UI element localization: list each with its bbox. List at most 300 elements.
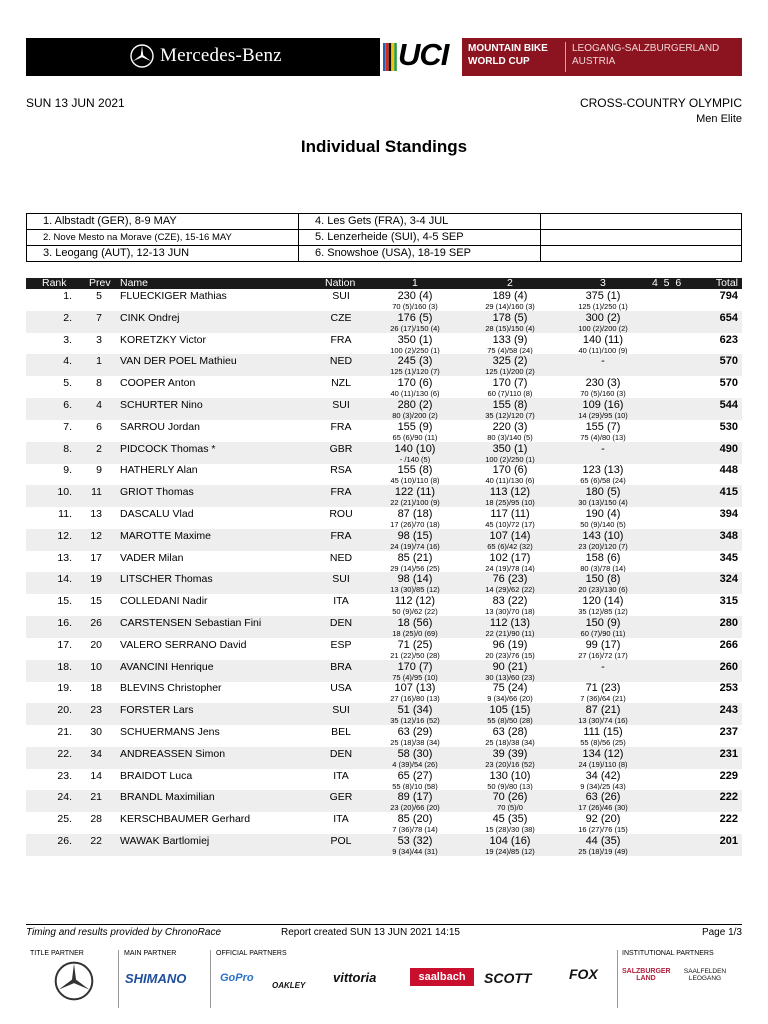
rider-name: COOPER Anton xyxy=(120,377,196,390)
round3-points: 190 (4) xyxy=(585,508,621,520)
round3-breakdown: 23 (20)/120 (7) xyxy=(578,541,628,551)
round1-breakdown: 25 (18)/38 (34) xyxy=(390,738,440,747)
round2-breakdown: 40 (11)/130 (6) xyxy=(485,476,535,486)
total-points: 222 xyxy=(719,813,738,826)
rank-cell: 22. xyxy=(57,747,72,760)
table-row xyxy=(26,616,742,638)
prev-rank-cell: 18 xyxy=(90,682,102,695)
total-points: 345 xyxy=(719,551,738,564)
fox-logo: FOX xyxy=(569,966,598,982)
round1-points: 155 (8) xyxy=(397,464,433,477)
prev-rank-cell: 17 xyxy=(90,551,102,564)
round1-points: 58 (30) xyxy=(397,747,433,760)
total-points: 237 xyxy=(719,726,738,738)
total-points: 448 xyxy=(719,464,738,477)
rank-cell: 15. xyxy=(57,595,72,608)
shimano-logo: SHIMANO xyxy=(125,971,187,986)
mercedes-star-icon xyxy=(130,44,154,68)
rank-cell: 7. xyxy=(63,420,72,433)
table-row xyxy=(26,812,742,834)
round1-points: 63 (29) xyxy=(397,726,433,738)
round1-breakdown: 17 (26)/70 (18) xyxy=(390,520,440,529)
uci-rainbow-stripes xyxy=(383,43,397,71)
event-date: SUN 13 JUN 2021 xyxy=(26,96,125,110)
round1-breakdown: 55 (8)/10 (58) xyxy=(392,781,438,791)
total-points: 253 xyxy=(719,682,738,695)
round2-points: 70 (26) xyxy=(492,791,528,804)
round2-breakdown: 22 (21)/90 (11) xyxy=(485,629,535,638)
prev-rank-cell: 7 xyxy=(96,311,102,324)
round-cell xyxy=(541,230,742,246)
round1-points: 51 (34) xyxy=(397,704,433,717)
prev-rank-cell: 19 xyxy=(90,573,102,586)
round1-points: 245 (3) xyxy=(397,355,433,368)
table-row xyxy=(26,594,742,616)
round-cell: 6. Snowshoe (USA), 18-19 SEP xyxy=(299,246,541,262)
nation-code: CZE xyxy=(330,311,352,324)
round3-points: 109 (16) xyxy=(582,399,624,411)
round3-breakdown: 13 (30)/74 (16) xyxy=(578,716,628,726)
rank-cell: 8. xyxy=(63,442,72,455)
round2-points: 170 (7) xyxy=(492,377,528,390)
nation-code: ITA xyxy=(333,769,349,782)
round1-points: 230 (4) xyxy=(397,290,433,302)
nation-code: ROU xyxy=(329,508,353,520)
saalbach-logo: saalbach xyxy=(410,968,474,986)
round2-points: 83 (22) xyxy=(492,595,528,608)
nation-code: DEN xyxy=(329,617,353,629)
round1-breakdown: - /140 (5) xyxy=(399,454,431,464)
partner-divider xyxy=(617,950,618,1008)
rank-cell: 21. xyxy=(57,726,72,738)
rider-name: SARROU Jordan xyxy=(120,420,200,433)
round3-breakdown: 24 (19)/110 (8) xyxy=(578,759,628,769)
nation-code: ITA xyxy=(333,595,349,608)
rank-cell: 14. xyxy=(57,573,72,586)
round1-breakdown: 18 (25)/0 (69) xyxy=(392,629,438,638)
round-cell xyxy=(541,246,742,262)
rider-name: KERSCHBAUMER Gerhard xyxy=(120,813,251,826)
round3-breakdown: 65 (6)/58 (24) xyxy=(580,476,626,486)
venue-line1: LEOGANG-SALZBURGERLAND xyxy=(572,43,720,54)
total-points: 266 xyxy=(719,638,738,651)
round3-points: 87 (21) xyxy=(585,704,621,717)
col-rank: Rank xyxy=(42,277,67,289)
round1-points: 65 (27) xyxy=(397,769,433,782)
rider-name: BLEVINS Christopher xyxy=(120,682,222,695)
round2-breakdown: 25 (18)/38 (34) xyxy=(485,738,535,747)
rounds-table xyxy=(26,213,742,262)
rider-name: GRIOT Thomas xyxy=(120,486,194,499)
col-total: Total xyxy=(715,277,738,289)
col-name: Name xyxy=(120,277,149,289)
round1-breakdown: 125 (1)/120 (7) xyxy=(390,367,440,377)
rank-cell: 25. xyxy=(57,813,72,826)
round2-breakdown: 100 (2)/250 (1) xyxy=(485,454,535,464)
round2-breakdown: 60 (7)/110 (8) xyxy=(487,389,533,399)
round2-breakdown: 18 (25)/95 (10) xyxy=(485,498,535,508)
round3-breakdown: 40 (11)/100 (9) xyxy=(578,345,628,355)
round1-points: 98 (14) xyxy=(397,573,433,586)
round1-points: 85 (21) xyxy=(397,551,433,564)
round2-breakdown: 30 (13)/60 (23) xyxy=(485,672,535,682)
table-row xyxy=(26,681,742,703)
round1-breakdown: 9 (34)/44 (31) xyxy=(392,847,438,856)
col-rounds-456: 4 5 6 xyxy=(652,277,682,289)
round2-breakdown: 23 (20)/16 (52) xyxy=(485,759,535,769)
round1-breakdown: 29 (14)/56 (25) xyxy=(390,563,440,573)
total-points: 222 xyxy=(719,791,738,804)
nation-code: GBR xyxy=(329,442,353,455)
salzburgerland-logo: SALZBURGER LAND xyxy=(622,968,671,982)
rider-name: PIDCOCK Thomas * xyxy=(120,442,216,455)
gopro-logo: GoPro xyxy=(220,972,254,984)
table-row xyxy=(26,442,742,464)
round1-breakdown: 75 (4)/95 (10) xyxy=(392,672,438,682)
prev-rank-cell: 26 xyxy=(90,617,102,629)
round-cell: 5. Lenzerheide (SUI), 4-5 SEP xyxy=(299,230,541,246)
prev-rank-cell: 3 xyxy=(96,333,102,346)
total-points: 415 xyxy=(719,486,738,499)
table-row xyxy=(26,769,742,791)
table-row xyxy=(26,289,742,311)
round1-points: 53 (32) xyxy=(397,835,433,847)
round3-breakdown: 125 (1)/250 (1) xyxy=(578,302,628,311)
nation-code: SUI xyxy=(332,573,350,586)
prev-rank-cell: 12 xyxy=(90,529,102,542)
page-title: Individual Standings xyxy=(300,137,468,156)
oakley-logo: OAKLEY xyxy=(272,981,306,990)
standings-header xyxy=(26,278,742,289)
total-points: 490 xyxy=(719,442,738,455)
prev-rank-cell: 13 xyxy=(90,508,102,520)
round2-points: 220 (3) xyxy=(492,420,528,433)
nation-code: BRA xyxy=(330,660,352,673)
round3-points: 140 (11) xyxy=(582,333,624,346)
rider-name: KORETZKY Victor xyxy=(120,333,206,346)
prev-rank-cell: 20 xyxy=(90,638,102,651)
round1-points: 18 (56) xyxy=(397,617,433,629)
nation-code: RSA xyxy=(330,464,352,477)
rounds-row xyxy=(27,230,742,246)
total-points: 260 xyxy=(719,660,738,673)
uci-logo-text: UCI xyxy=(398,37,449,72)
round2-breakdown: 45 (10)/72 (17) xyxy=(485,520,535,529)
round-cell: 3. Leogang (AUT), 12-13 JUN xyxy=(27,246,299,262)
table-row xyxy=(26,333,742,355)
prev-rank-cell: 10 xyxy=(90,660,102,673)
vittoria-logo: vittoria xyxy=(333,970,377,985)
round2-breakdown: 24 (19)/78 (14) xyxy=(485,563,535,573)
table-row xyxy=(26,660,742,682)
round3-points: 123 (13) xyxy=(582,464,624,477)
table-row xyxy=(26,354,742,376)
round2-points: 325 (2) xyxy=(492,355,528,368)
round2-breakdown: 13 (30)/70 (18) xyxy=(485,607,535,617)
prev-rank-cell: 34 xyxy=(90,747,102,760)
rank-cell: 26. xyxy=(57,835,72,847)
prev-rank-cell: 22 xyxy=(90,835,102,847)
round3-breakdown: 27 (16)/72 (17) xyxy=(578,650,628,660)
round3-points: 99 (17) xyxy=(585,638,621,651)
round2-breakdown: 50 (9)/80 (13) xyxy=(487,781,533,791)
rider-name: WAWAK Bartlomiej xyxy=(120,835,210,847)
rank-cell: 20. xyxy=(57,704,72,717)
round3-points: 134 (12) xyxy=(582,747,624,760)
total-points: 394 xyxy=(719,508,738,520)
prev-rank-cell: 9 xyxy=(96,464,102,477)
round3-breakdown: 7 (36)/64 (21) xyxy=(580,694,626,704)
round2-points: 170 (6) xyxy=(492,464,528,477)
round-cell: 2. Nove Mesto na Morave (CZE), 15-16 MAY xyxy=(27,230,299,246)
rider-name: HATHERLY Alan xyxy=(120,464,198,477)
saalfelden-leogang-logo: SAALFELDEN LEOGANG xyxy=(683,968,727,982)
round2-breakdown: 80 (3)/140 (5) xyxy=(487,432,533,442)
round3-points: 111 (15) xyxy=(583,726,623,738)
round1-breakdown: 7 (36)/78 (14) xyxy=(392,825,438,835)
round1-points: 87 (18) xyxy=(397,508,433,520)
round2-points: 105 (15) xyxy=(489,704,531,717)
table-row xyxy=(26,507,742,529)
round1-breakdown: 13 (30)/85 (12) xyxy=(390,585,440,595)
table-row xyxy=(26,725,742,747)
nation-code: BEL xyxy=(331,726,351,738)
rider-name: LITSCHER Thomas xyxy=(120,573,213,586)
rank-cell: 5. xyxy=(63,377,72,390)
mercedes-star-icon xyxy=(54,961,94,1001)
table-row xyxy=(26,420,742,442)
round1-points: 122 (11) xyxy=(394,486,436,499)
total-points: 280 xyxy=(719,617,738,629)
round3-breakdown: 100 (2)/200 (2) xyxy=(578,323,628,333)
report-created: Report created SUN 13 JUN 2021 14:15 xyxy=(281,927,460,938)
col-round2: 2 xyxy=(507,277,513,289)
world-cup-line1: MOUNTAIN BIKE xyxy=(468,43,548,54)
round2-breakdown: 29 (14)/160 (3) xyxy=(485,302,535,311)
rider-name: VAN DER POEL Mathieu xyxy=(120,355,237,368)
round3-points: 71 (23) xyxy=(585,682,621,695)
prev-rank-cell: 6 xyxy=(96,420,102,433)
rider-name: FLUECKIGER Mathias xyxy=(120,290,227,302)
total-points: 324 xyxy=(719,573,738,586)
rider-name: VALERO SERRANO David xyxy=(120,638,247,651)
round3-breakdown: 50 (9)/140 (5) xyxy=(580,520,626,529)
round3-points: 158 (6) xyxy=(585,551,621,564)
round1-breakdown: 22 (21)/100 (9) xyxy=(390,498,440,508)
total-points: 623 xyxy=(719,333,738,346)
round3-breakdown: 55 (8)/56 (25) xyxy=(580,738,626,747)
rider-name: FORSTER Lars xyxy=(120,704,194,717)
table-row xyxy=(26,463,742,485)
nation-code: SUI xyxy=(332,290,350,302)
table-row xyxy=(26,834,742,856)
total-points: 570 xyxy=(719,355,738,368)
partner-divider xyxy=(118,950,119,1008)
round2-points: 107 (14) xyxy=(489,529,531,542)
prev-rank-cell: 2 xyxy=(96,442,102,455)
rank-cell: 23. xyxy=(57,769,72,782)
table-row xyxy=(26,398,742,420)
round-cell: 4. Les Gets (FRA), 3-4 JUL xyxy=(299,214,541,230)
round1-breakdown: 26 (17)/150 (4) xyxy=(390,323,440,333)
rounds-row xyxy=(27,246,742,262)
table-row xyxy=(26,572,742,594)
footer-divider xyxy=(26,924,742,925)
col-round1: 1 xyxy=(412,277,418,289)
prev-rank-cell: 21 xyxy=(90,791,102,804)
rider-name: BRANDL Maximilian xyxy=(120,791,215,804)
round-cell xyxy=(541,214,742,230)
nation-code: NED xyxy=(329,355,353,368)
nation-code: SUI xyxy=(332,704,350,717)
nation-code: FRA xyxy=(330,486,352,499)
round3-points: 150 (9) xyxy=(585,617,621,629)
table-row xyxy=(26,485,742,507)
round3-breakdown: 25 (18)/19 (49) xyxy=(578,847,628,856)
round3-breakdown: 17 (26)/46 (30) xyxy=(578,803,628,813)
rank-cell: 9. xyxy=(63,464,72,477)
rank-cell: 13. xyxy=(57,551,72,564)
round2-points: 130 (10) xyxy=(489,769,531,782)
round1-breakdown: 80 (3)/200 (2) xyxy=(392,411,438,420)
prev-rank-cell: 15 xyxy=(90,595,102,608)
round2-points: 75 (24) xyxy=(492,682,528,695)
round2-points: 39 (39) xyxy=(492,747,528,760)
rider-name: CINK Ondrej xyxy=(120,311,180,324)
round1-breakdown: 45 (10)/110 (8) xyxy=(390,476,440,486)
total-points: 348 xyxy=(719,529,738,542)
total-points: 231 xyxy=(719,747,738,760)
prev-rank-cell: 1 xyxy=(96,355,102,368)
round3-breakdown: 20 (23)/130 (6) xyxy=(578,585,628,595)
rider-name: SCHURTER Nino xyxy=(120,399,203,411)
total-points: 654 xyxy=(719,311,738,324)
round1-points: 85 (20) xyxy=(397,813,433,826)
world-cup-line2: WORLD CUP xyxy=(468,56,530,67)
round3-points: - xyxy=(601,660,605,673)
rank-cell: 16. xyxy=(57,617,72,629)
nation-code: NED xyxy=(329,551,353,564)
round3-breakdown: 60 (7)/90 (11) xyxy=(580,629,626,638)
round2-points: 113 (12) xyxy=(489,486,531,499)
rank-cell: 3. xyxy=(63,333,72,346)
round3-points: - xyxy=(601,442,605,455)
rider-name: DASCALU Vlad xyxy=(120,508,194,520)
round3-points: 155 (7) xyxy=(585,420,621,433)
round2-breakdown: 65 (6)/42 (32) xyxy=(487,541,533,551)
round2-breakdown: 55 (8)/50 (28) xyxy=(487,716,533,726)
round-cell: 1. Albstadt (GER), 8-9 MAY xyxy=(27,214,299,230)
timing-credit: Timing and results provided by ChronoRace xyxy=(26,927,222,938)
rank-cell: 10. xyxy=(57,486,72,499)
total-points: 315 xyxy=(719,595,738,608)
round1-points: 107 (13) xyxy=(394,682,436,695)
prev-rank-cell: 23 xyxy=(90,704,102,717)
round3-breakdown: 80 (3)/78 (14) xyxy=(580,563,626,573)
col-nation: Nation xyxy=(325,277,356,289)
round2-points: 112 (13) xyxy=(489,617,531,629)
round2-breakdown: 35 (12)/120 (7) xyxy=(485,411,535,420)
title-partner-label: TITLE PARTNER xyxy=(30,950,84,957)
round1-points: 71 (25) xyxy=(397,638,433,651)
round3-breakdown: 30 (13)/150 (4) xyxy=(578,498,628,508)
col-round3: 3 xyxy=(600,277,606,289)
nation-code: FRA xyxy=(330,529,352,542)
round3-points: 180 (5) xyxy=(585,486,621,499)
round1-points: 98 (15) xyxy=(397,529,433,542)
round3-breakdown: 70 (5)/160 (3) xyxy=(580,389,626,399)
prev-rank-cell: 8 xyxy=(96,377,102,390)
event-category: Men Elite xyxy=(696,113,742,125)
sponsor-name: Mercedes-Benz xyxy=(160,45,282,66)
rank-cell: 4. xyxy=(63,355,72,368)
round1-points: 280 (2) xyxy=(397,399,433,411)
total-points: 570 xyxy=(719,377,738,390)
round3-points: 150 (8) xyxy=(585,573,621,586)
round2-breakdown: 14 (29)/62 (22) xyxy=(485,585,535,595)
round2-points: 45 (35) xyxy=(492,813,528,826)
round3-points: 300 (2) xyxy=(585,311,621,324)
table-row xyxy=(26,703,742,725)
round2-breakdown: 125 (1)/200 (2) xyxy=(485,367,535,377)
round2-breakdown: 9 (34)/66 (20) xyxy=(487,694,533,704)
round1-breakdown: 70 (5)/160 (3) xyxy=(392,302,438,311)
round3-breakdown: 16 (27)/76 (15) xyxy=(578,825,628,835)
round3-points: - xyxy=(601,355,605,368)
round2-points: 155 (8) xyxy=(492,399,528,411)
round1-breakdown: 40 (11)/130 (6) xyxy=(390,389,440,399)
round3-breakdown: 9 (34)/25 (43) xyxy=(580,781,626,791)
round2-points: 178 (5) xyxy=(492,311,528,324)
round1-breakdown: 35 (12)/16 (52) xyxy=(390,716,440,726)
nation-code: ESP xyxy=(330,638,352,651)
round3-points: 34 (42) xyxy=(585,769,621,782)
round1-points: 350 (1) xyxy=(397,333,433,346)
rider-name: CARSTENSEN Sebastian Fini xyxy=(120,617,262,629)
nation-code: GER xyxy=(329,791,353,804)
total-points: 229 xyxy=(719,769,738,782)
institutional-partners-label: INSTITUTIONAL PARTNERS xyxy=(622,950,714,957)
nation-code: FRA xyxy=(330,333,352,346)
table-row xyxy=(26,638,742,660)
round1-breakdown: 65 (6)/90 (11) xyxy=(392,432,438,442)
rank-cell: 24. xyxy=(57,791,72,804)
prev-rank-cell: 14 xyxy=(90,769,102,782)
round2-breakdown: 19 (24)/85 (12) xyxy=(485,847,535,856)
round1-points: 155 (9) xyxy=(397,420,433,433)
round2-points: 350 (1) xyxy=(492,442,528,455)
rounds-row xyxy=(27,214,742,230)
round3-breakdown: 14 (29)/95 (10) xyxy=(578,411,628,420)
round3-points: 375 (1) xyxy=(585,290,621,302)
round3-points: 92 (20) xyxy=(585,813,621,826)
round1-breakdown: 100 (2)/250 (1) xyxy=(390,345,440,355)
prev-rank-cell: 11 xyxy=(91,486,102,499)
round3-breakdown: 75 (4)/80 (13) xyxy=(580,432,626,442)
round1-points: 89 (17) xyxy=(397,791,433,804)
main-partner-label: MAIN PARTNER xyxy=(124,950,177,957)
total-points: 243 xyxy=(719,704,738,717)
table-row xyxy=(26,747,742,769)
round2-points: 104 (16) xyxy=(489,835,531,847)
partner-divider xyxy=(210,950,211,1008)
round2-breakdown: 15 (28)/30 (38) xyxy=(485,825,535,835)
round3-points: 63 (26) xyxy=(585,791,621,804)
rider-name: AVANCINI Henrique xyxy=(120,660,214,673)
table-row xyxy=(26,376,742,398)
round1-points: 176 (5) xyxy=(397,311,433,324)
event-discipline: CROSS-COUNTRY OLYMPIC xyxy=(579,96,742,110)
